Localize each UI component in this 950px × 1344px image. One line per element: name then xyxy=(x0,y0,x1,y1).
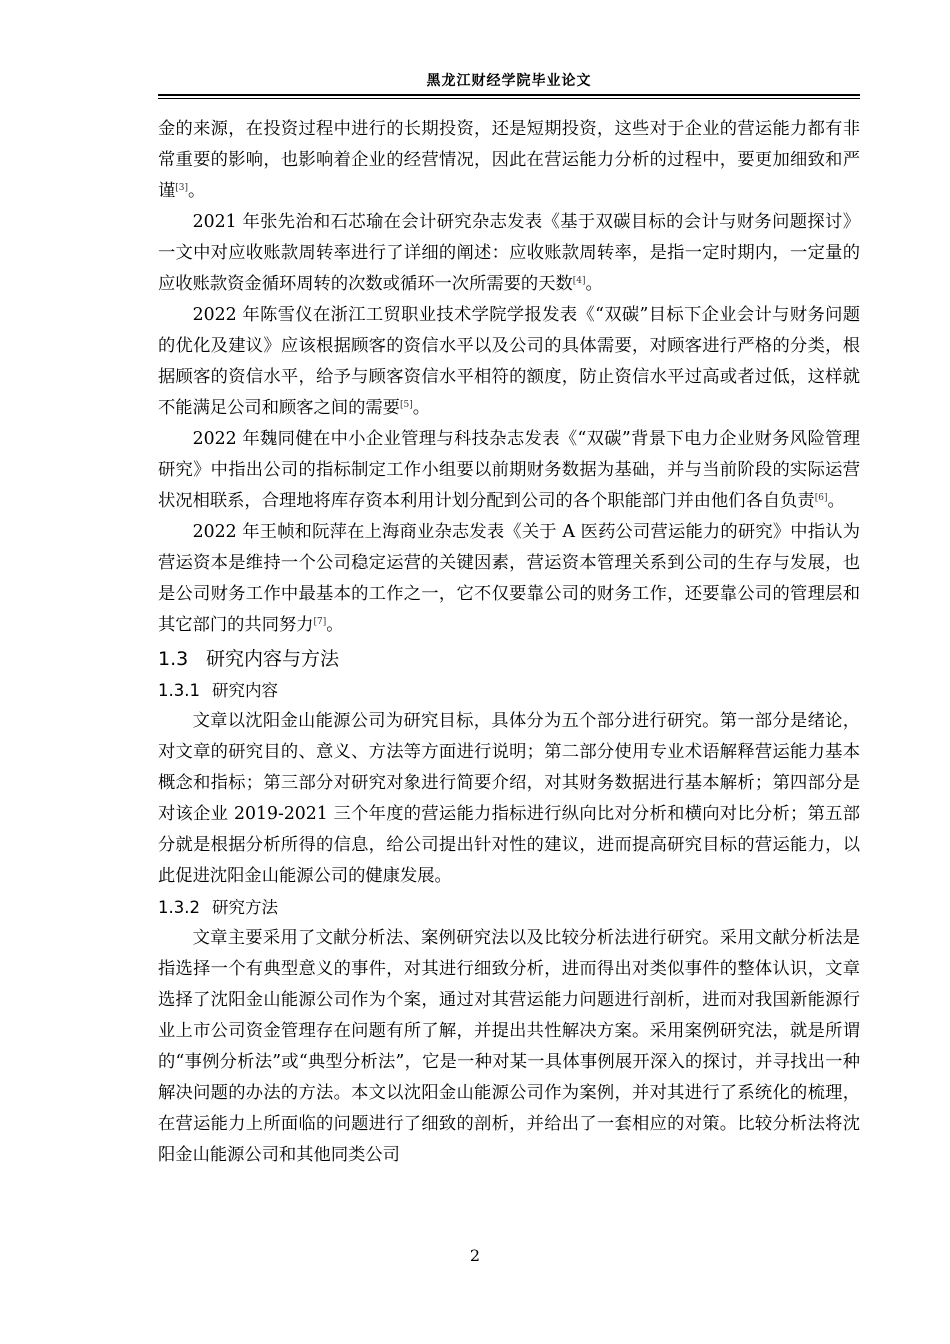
paragraph-text: 2022 年魏同健在中小企业管理与科技杂志发表《“双碳”背景下电力企业财务风险管理研究》中指出公司的指标制定工作小组要以前期财务数据为基础，并与当前阶段的实际运营状况相联系，合理地将库存资本利用计划分配到公司的各个职能部门并由他们各自负责 xyxy=(158,429,860,511)
subsection-heading-1-3-1 xyxy=(158,675,860,706)
paragraph-wang xyxy=(158,517,860,641)
paragraph-text: 2022 年陈雪仪在浙江工贸职业技术学院学报发表《“双碳”目标下企业会计与财务问题的优化及建议》应该根据顾客的资信水平以及公司的具体需要，对顾客进行严格的分类，根据顾客的资信水平，给予与顾客资信水平相符的额度，防止资信水平过高或者过低，这样就不能满足公司和顾客之间的需要 xyxy=(158,305,860,418)
subsection-heading-1-3-2 xyxy=(158,892,860,923)
document-body xyxy=(158,114,860,1171)
paragraph-research-method: 文章主要采用了文献分析法、案例研究法以及比较分析法进行研究。采用文献分析法是指选择一个有典型意义的事件，对其进行细致分析，进而得出对类似事件的整体认识，文章选择了沈阳金山能源公司作为个案，通过对其营运能力问题进行剖析，进而对我国新能源行业上市公司资金管理存在问题有所了解，并提出共性解决方案。采用案例研究法，就是所谓的“事例分析法”或“典型分析法”，它是一种对某一具体事例展开深入的探讨，并寻找出一种解决问题的办法的方法。本文以沈阳金山能源公司作为案例，并对其进行了系统化的梳理，在营运能力上所面临的问题进行了细致的剖析，并给出了一套相应的对策。比较分析法将沈阳金山能源公司和其他同类公司 xyxy=(158,928,860,1165)
paragraph-chen xyxy=(158,300,860,424)
section-title: 研究内容与方法 xyxy=(206,648,340,670)
citation: [3] xyxy=(175,183,189,193)
page-number: 2 xyxy=(469,1246,481,1265)
citation: [6] xyxy=(814,493,828,503)
paragraph-zhang xyxy=(158,207,860,300)
paragraph-text: 金的来源，在投资过程中进行的长期投资，还是短期投资，这些对于企业的营运能力都有非常重要的影响，也影响着企业的经营情况，因此在营运能力分析的过程中，要更加细致和严谨 xyxy=(158,119,860,201)
subsection-title: 研究方法 xyxy=(212,898,278,917)
paragraph-tail: 。 xyxy=(827,491,845,511)
paragraph-tail: 。 xyxy=(585,274,603,294)
paragraph-research-content: 文章以沈阳金山能源公司为研究目标，具体分为五个部分进行研究。第一部分是绪论，对文章的研究目的、意义、方法等方面进行说明；第二部分使用专业术语解释营运能力基本概念和指标；第三部分对研究对象进行简要介绍，对其财务数据进行基本解析；第四部分是对该企业 2019-2021 三个年度的营运能力指标进行纵向比对分析和横向对比分析；第五部分就是根据分析所得的信息，给公司提出针对性的建议，进而提高研究目标的营运能力，以此促进沈阳金山能源公司的健康发展。 xyxy=(158,711,860,886)
section-heading-1-3 xyxy=(158,643,860,675)
subsection-number: 1.3.1 xyxy=(158,681,200,700)
paragraph-tail: 。 xyxy=(326,615,344,635)
paragraph-wei xyxy=(158,424,860,517)
citation: [4] xyxy=(572,276,586,286)
section-number: 1.3 xyxy=(158,648,189,670)
citation: [7] xyxy=(313,617,327,627)
subsection-title: 研究内容 xyxy=(212,681,278,700)
page-header-title: 黑龙江财经学院毕业论文 xyxy=(426,73,592,89)
subsection-number: 1.3.2 xyxy=(158,898,200,917)
paragraph-text: 2022 年王帧和阮萍在上海商业杂志发表《关于 A 医药公司营运能力的研究》中指认为营运资本是维持一个公司稳定运营的关键因素，营运资本管理关系到公司的生存与发展，也是公司财务工作中最基本的工作之一，它不仅要靠公司的财务工作，还要靠公司的管理层和其它部门的共同努力 xyxy=(158,522,860,635)
paragraph-tail: 。 xyxy=(188,181,206,201)
header-rule-thick xyxy=(158,94,860,96)
citation: [5] xyxy=(399,400,413,410)
paragraph-tail: 。 xyxy=(412,398,430,418)
header-rule-thin xyxy=(158,98,860,99)
paragraph-continuation xyxy=(158,114,860,207)
paragraph-text: 2021 年张先治和石芯瑜在会计研究杂志发表《基于双碳目标的会计与财务问题探讨》一文中对应收账款周转率进行了详细的阐述：应收账款周转率，是指一定时期内，一定量的应收账款资金循环周转的次数或循环一次所需要的天数 xyxy=(158,212,860,294)
